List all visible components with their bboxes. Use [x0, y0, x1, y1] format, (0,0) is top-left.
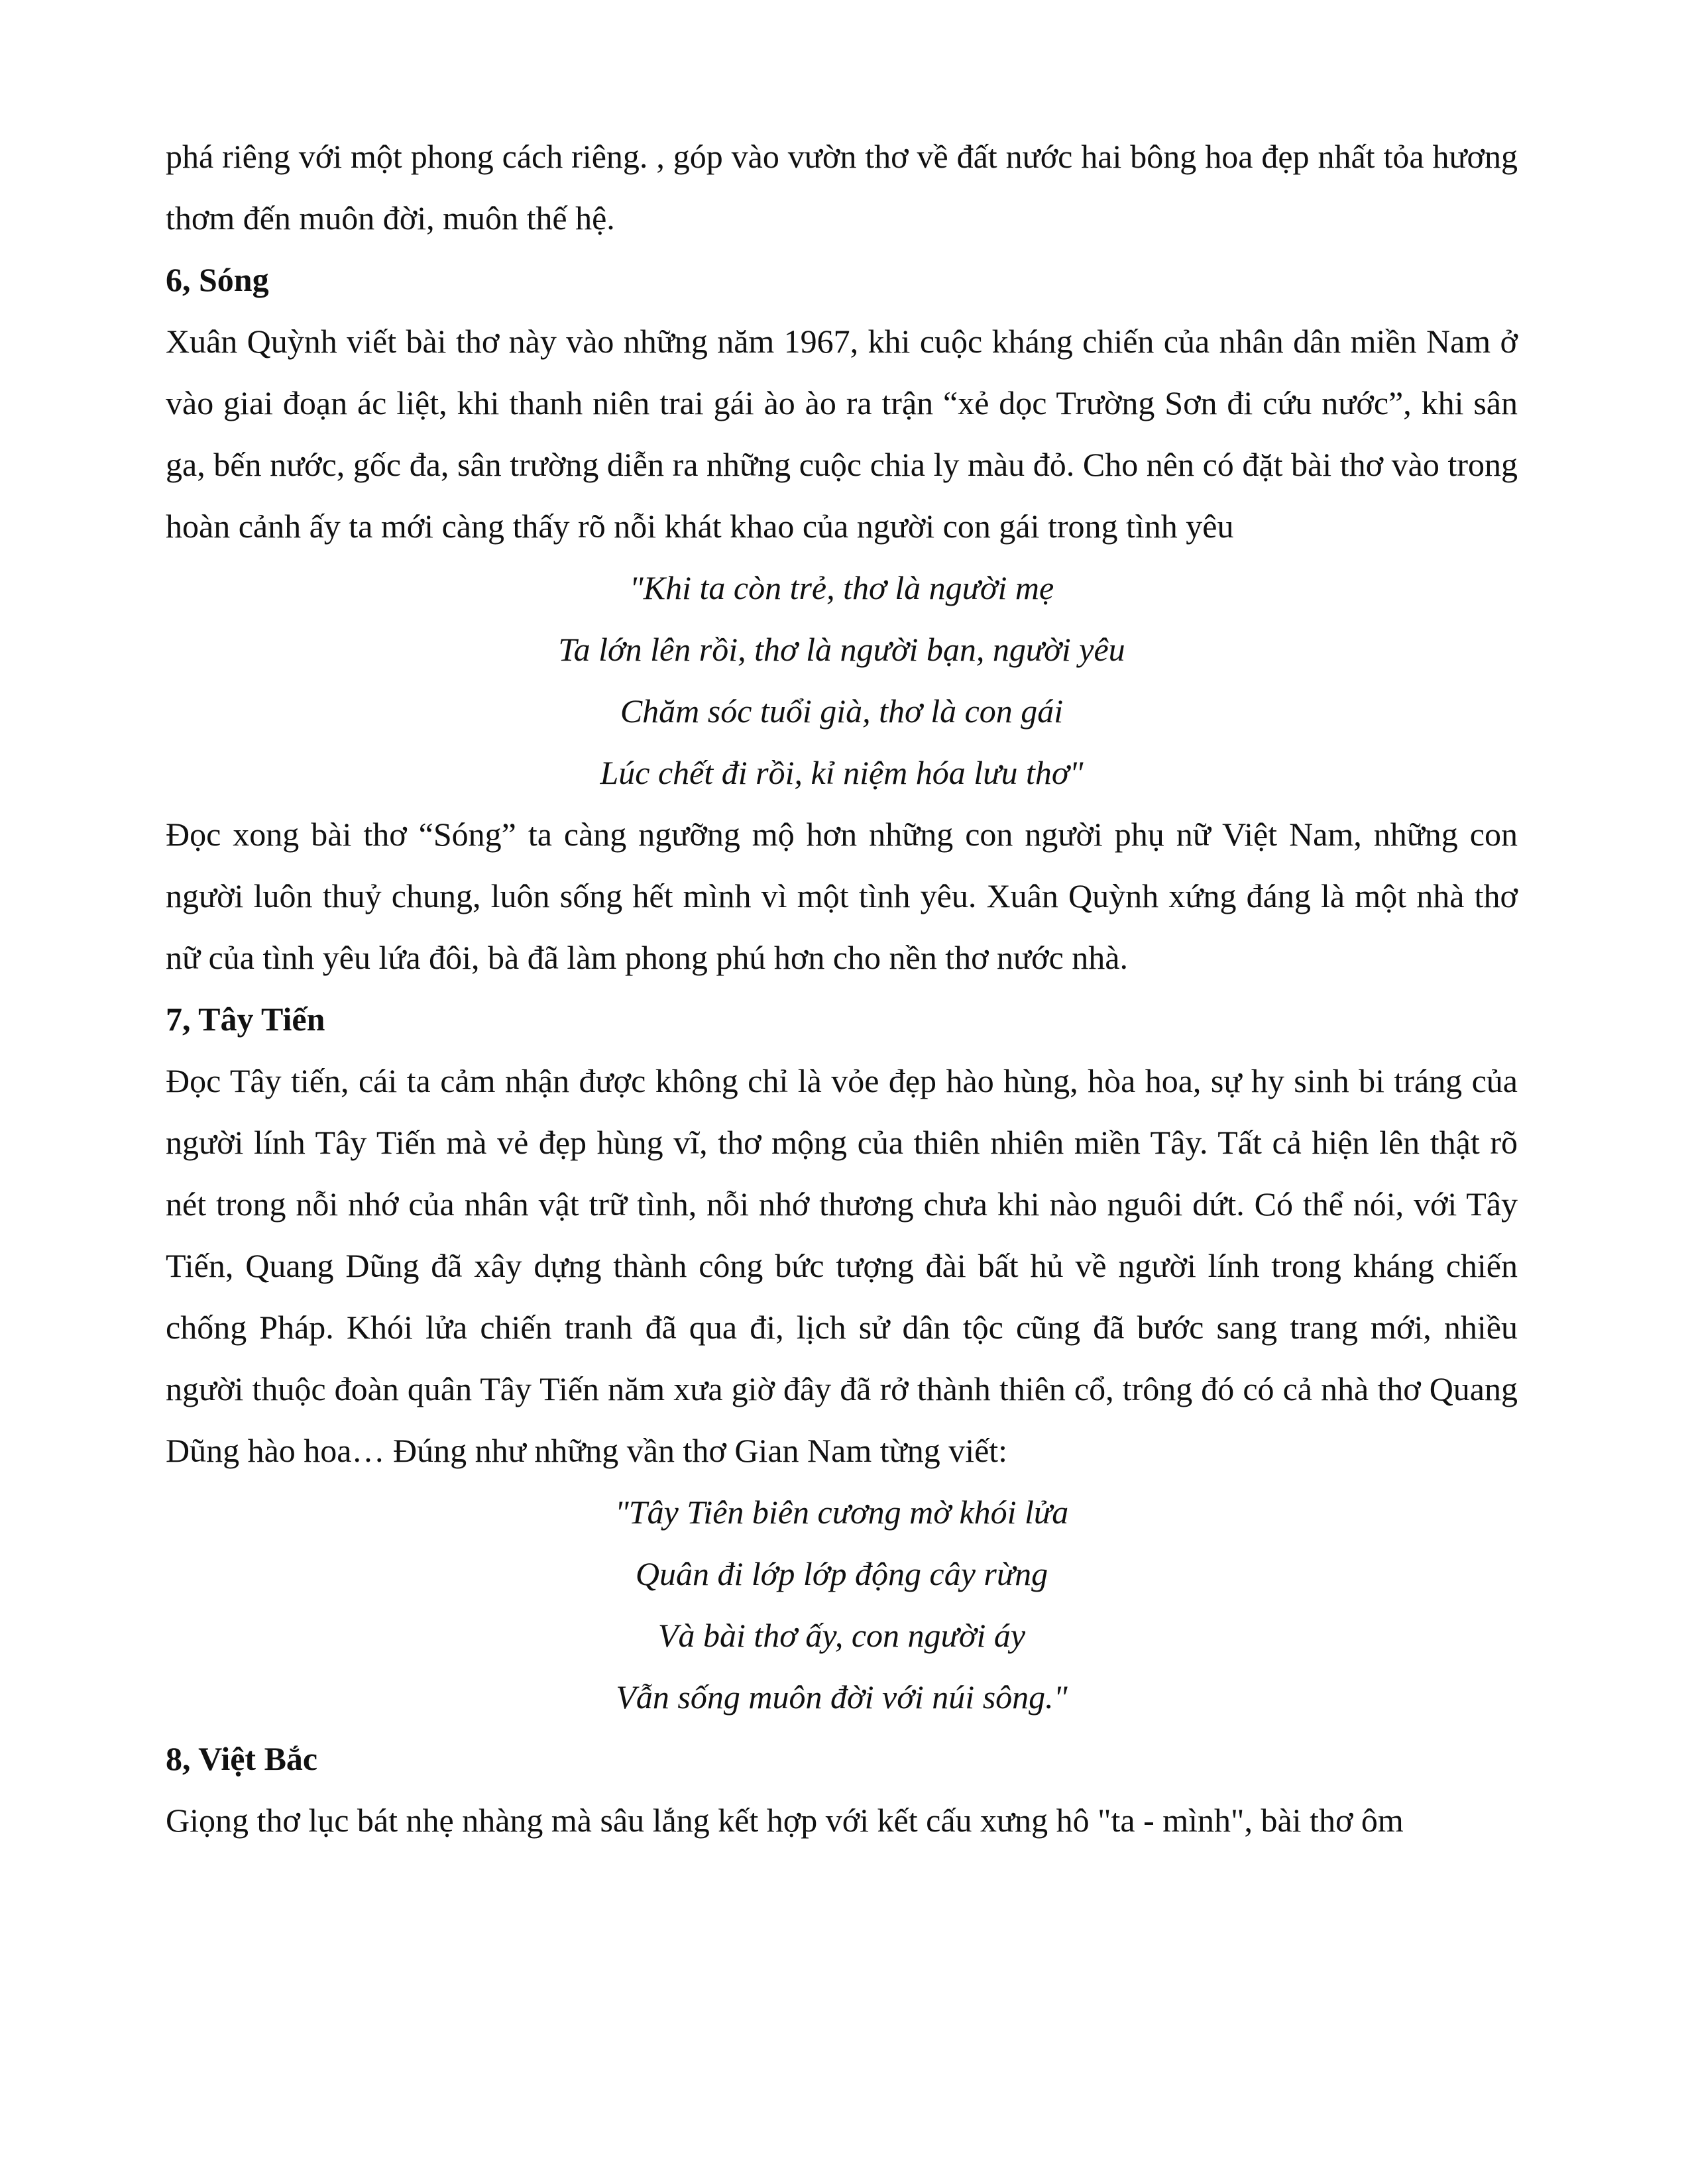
section-song-paragraph-2: Đọc xong bài thơ “Sóng” ta càng ngưỡng mộ hơn những con người phụ nữ Việt Nam, những con người luôn thuỷ chung, luôn sống hết mình vì một tình yêu. Xuân Quỳnh xứng đáng là một nhà thơ nữ của tình yêu lứa đôi, bà đã làm phong phú hơn cho nền thơ nước nhà. [166, 816, 1518, 976]
poem-line: Quân đi lớp lớp động cây rừng [635, 1555, 1048, 1592]
poem-line: Và bài thơ ấy, con người áy [657, 1617, 1026, 1654]
section-song-paragraph-1: Xuân Quỳnh viết bài thơ này vào những năm 1967, khi cuộc kháng chiến của nhân dân miền Nam ở vào giai đoạn ác liệt, khi thanh niên trai gái ào ào ra trận “xẻ dọc Trường Sơn đi cứu nước”, khi sân ga, bến nước, gốc đa, sân trường diễn ra những cuộc chia ly màu đỏ. Cho nên có đặt bài thơ vào trong hoàn cảnh ấy ta mới càng thấy rõ nỗi khát khao của người con gái trong tình yêu [166, 323, 1518, 545]
document-page [166, 126, 1518, 1851]
section-heading-tay-tien: 7, Tây Tiến [166, 1001, 325, 1038]
section-viet-bac-paragraph: Giọng thơ lục bát nhẹ nhàng mà sâu lắng kết hợp với kết cấu xưng hô "ta - mình", bài thơ ôm [166, 1802, 1404, 1839]
section-heading-viet-bac: 8, Việt Bắc [166, 1740, 318, 1777]
poem-line: "Tây Tiên biên cương mờ khói lửa [614, 1494, 1069, 1531]
poem-tay-tien [166, 1482, 1518, 1728]
poem-line: Lúc chết đi rồi, kỉ niệm hóa lưu thơ" [600, 754, 1084, 791]
section-heading-song: 6, Sóng [166, 261, 269, 298]
poem-line: Chăm sóc tuổi già, thơ là con gái [620, 692, 1064, 730]
poem-line: "Khi ta còn trẻ, thơ là người mẹ [629, 569, 1054, 606]
poem-line: Vẫn sống muôn đời với núi sông." [616, 1678, 1068, 1716]
section-tay-tien-paragraph: Đọc Tây tiến, cái ta cảm nhận được không chỉ là vỏe đẹp hào hùng, hòa hoa, sự hy sinh bi tráng của người lính Tây Tiến mà vẻ đẹp hùng vĩ, thơ mộng của thiên nhiên miền Tây. Tất cả hiện lên thật rõ nét trong nỗi nhớ của nhân vật trữ tình, nỗi nhớ thương chưa khi nào nguôi dứt. Có thể nói, với Tây Tiến, Quang Dũng đã xây dựng thành công bức tượng đài bất hủ về người lính trong kháng chiến chống Pháp. Khói lửa chiến tranh đã qua đi, lịch sử dân tộc cũng đã bước sang trang mới, nhiều người thuộc đoàn quân Tây Tiến năm xưa giờ đây đã rở thành thiên cổ, trông đó có cả nhà thơ Quang Dũng hào hoa… Đúng như những vần thơ Gian Nam từng viết: [166, 1062, 1518, 1469]
intro-paragraph: phá riêng với một phong cách riêng. , góp vào vườn thơ về đất nước hai bông hoa đẹp nhất tỏa hương thơm đến muôn đời, muôn thế hệ. [166, 138, 1518, 237]
poem-line: Ta lớn lên rồi, thơ là người bạn, người yêu [558, 631, 1125, 668]
poem-song [166, 557, 1518, 804]
